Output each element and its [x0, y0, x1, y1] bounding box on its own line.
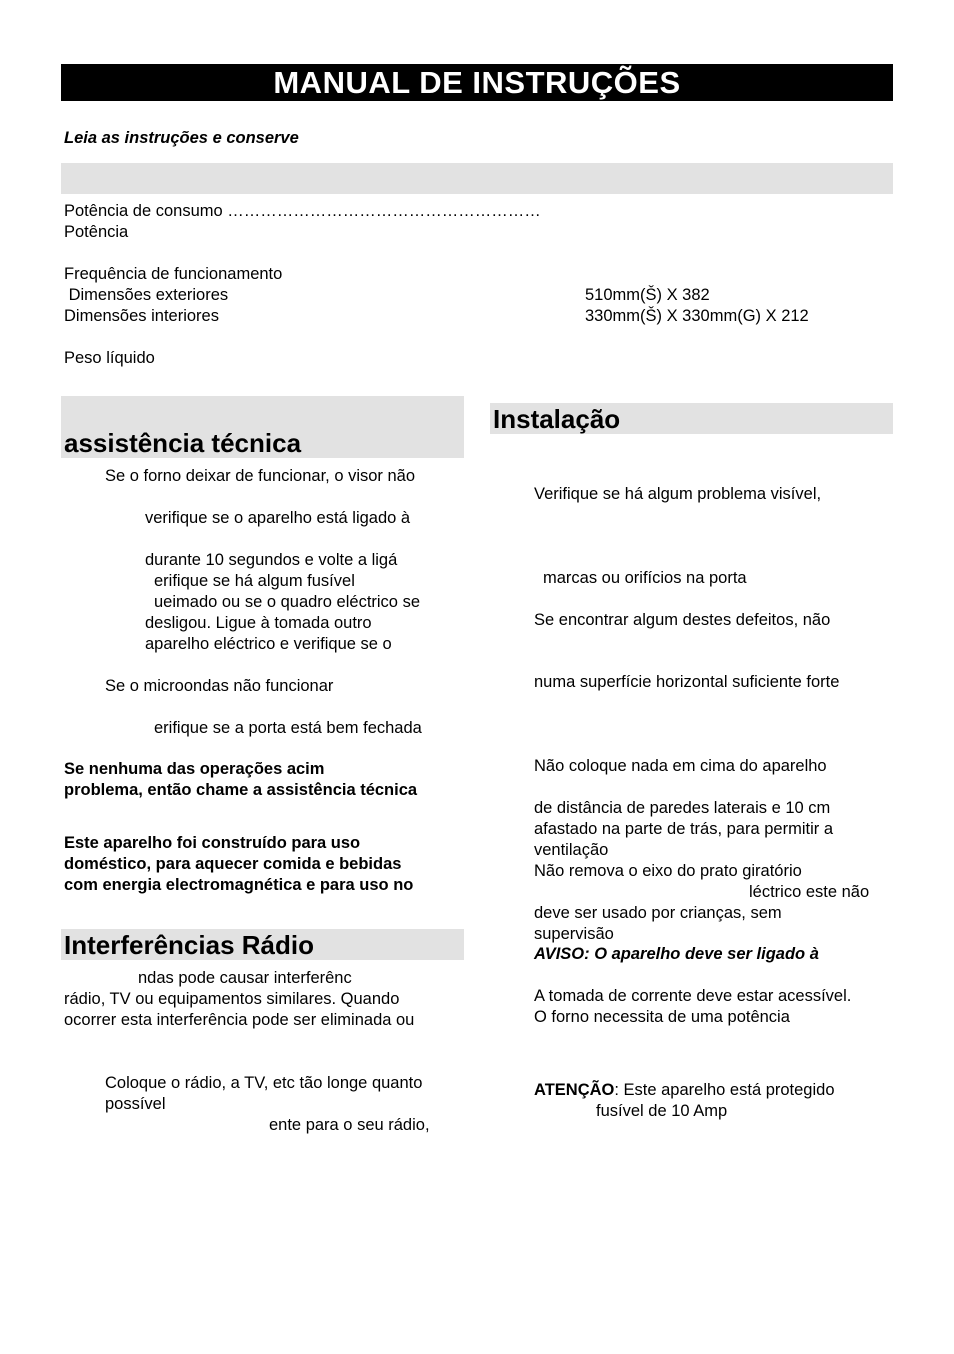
radio-line: rádio, TV ou equipamentos similares. Quando	[64, 990, 400, 1008]
spec-interior-label: Dimensões interiores	[64, 307, 219, 325]
radio-line: possível	[105, 1095, 166, 1113]
service-bold-line: Se nenhuma das operações acim	[64, 760, 325, 778]
service-bold-line: problema, então chame a assistência técnica	[64, 781, 418, 799]
radio-line: ente para o seu rádio,	[269, 1116, 430, 1134]
service-line: verifique se o aparelho está ligado à	[145, 509, 411, 527]
install-line: marcas ou orifícios na porta	[543, 569, 747, 587]
service-line: erifique se há algum fusível	[154, 572, 355, 590]
radio-line: Coloque o rádio, a TV, etc tão longe quanto	[105, 1074, 423, 1092]
spec-power-consumption: Potência de consumo …………………………………………………	[64, 202, 541, 220]
spec-frequency: Frequência de funcionamento	[64, 265, 283, 283]
service-heading: assistência técnica	[64, 428, 302, 458]
install-line: deve ser usado por crianças, sem	[534, 904, 782, 922]
service-line: durante 10 segundos e volte a ligá	[145, 551, 398, 569]
usage-bold-line: Este aparelho foi construído para uso	[64, 834, 361, 852]
radio-heading: Interferências Rádio	[64, 930, 314, 960]
attention-label: ATENÇÃO	[534, 1081, 615, 1099]
install-heading: Instalação	[493, 404, 621, 434]
attention-line	[534, 1080, 835, 1101]
usage-bold-line: doméstico, para aquecer comida e bebidas	[64, 855, 402, 873]
service-line: Se o forno deixar de funcionar, o visor não	[105, 467, 416, 485]
socket-line: O forno necessita de uma potência	[534, 1008, 790, 1026]
install-line: de distância de paredes laterais e 10 cm	[534, 799, 831, 817]
service-line: aparelho eléctrico e verifique se o	[145, 635, 392, 653]
page-title: MANUAL DE INSTRUÇÕES	[61, 64, 893, 101]
attention-text: : Este aparelho está protegido	[614, 1081, 835, 1099]
socket-line: A tomada de corrente deve estar acessível.	[534, 987, 852, 1005]
fuse-line: fusível de 10 Amp	[596, 1102, 728, 1120]
install-line: numa superfície horizontal suficiente forte	[534, 673, 840, 691]
subtitle: Leia as instruções e conserve	[64, 129, 299, 147]
spec-weight: Peso líquido	[64, 349, 155, 367]
service-line: desligou. Ligue à tomada outro	[145, 614, 372, 632]
radio-line: ndas pode causar interferênc	[138, 969, 352, 987]
install-line: ventilação	[534, 841, 609, 859]
install-line: afastado na parte de trás, para permitir a	[534, 820, 833, 838]
install-line: léctrico este não	[749, 883, 870, 901]
service-line: Se o microondas não funcionar	[105, 677, 334, 695]
spec-exterior-label: Dimensões exteriores	[64, 286, 229, 304]
install-warning: AVISO: O aparelho deve ser ligado à	[534, 945, 819, 963]
spec-interior-value: 330mm(Š) X 330mm(G) X 212	[585, 307, 809, 325]
install-line: Verifique se há algum problema visível,	[534, 485, 822, 503]
usage-bold-line: com energia electromagnética e para uso no	[64, 876, 414, 894]
install-line: Não coloque nada em cima do aparelho	[534, 757, 827, 775]
install-line: Se encontrar algum destes defeitos, não	[534, 611, 831, 629]
service-line: ueimado ou se o quadro eléctrico se	[154, 593, 420, 611]
service-line: erifique se a porta está bem fechada	[154, 719, 422, 737]
spec-power: Potência	[64, 223, 129, 241]
install-line: supervisão	[534, 925, 614, 943]
spec-exterior-value: 510mm(Š) X 382	[585, 286, 710, 304]
radio-line: ocorrer esta interferência pode ser eliminada ou	[64, 1011, 415, 1029]
spec-section-bar	[61, 163, 893, 194]
install-line: Não remova o eixo do prato giratório	[534, 862, 802, 880]
